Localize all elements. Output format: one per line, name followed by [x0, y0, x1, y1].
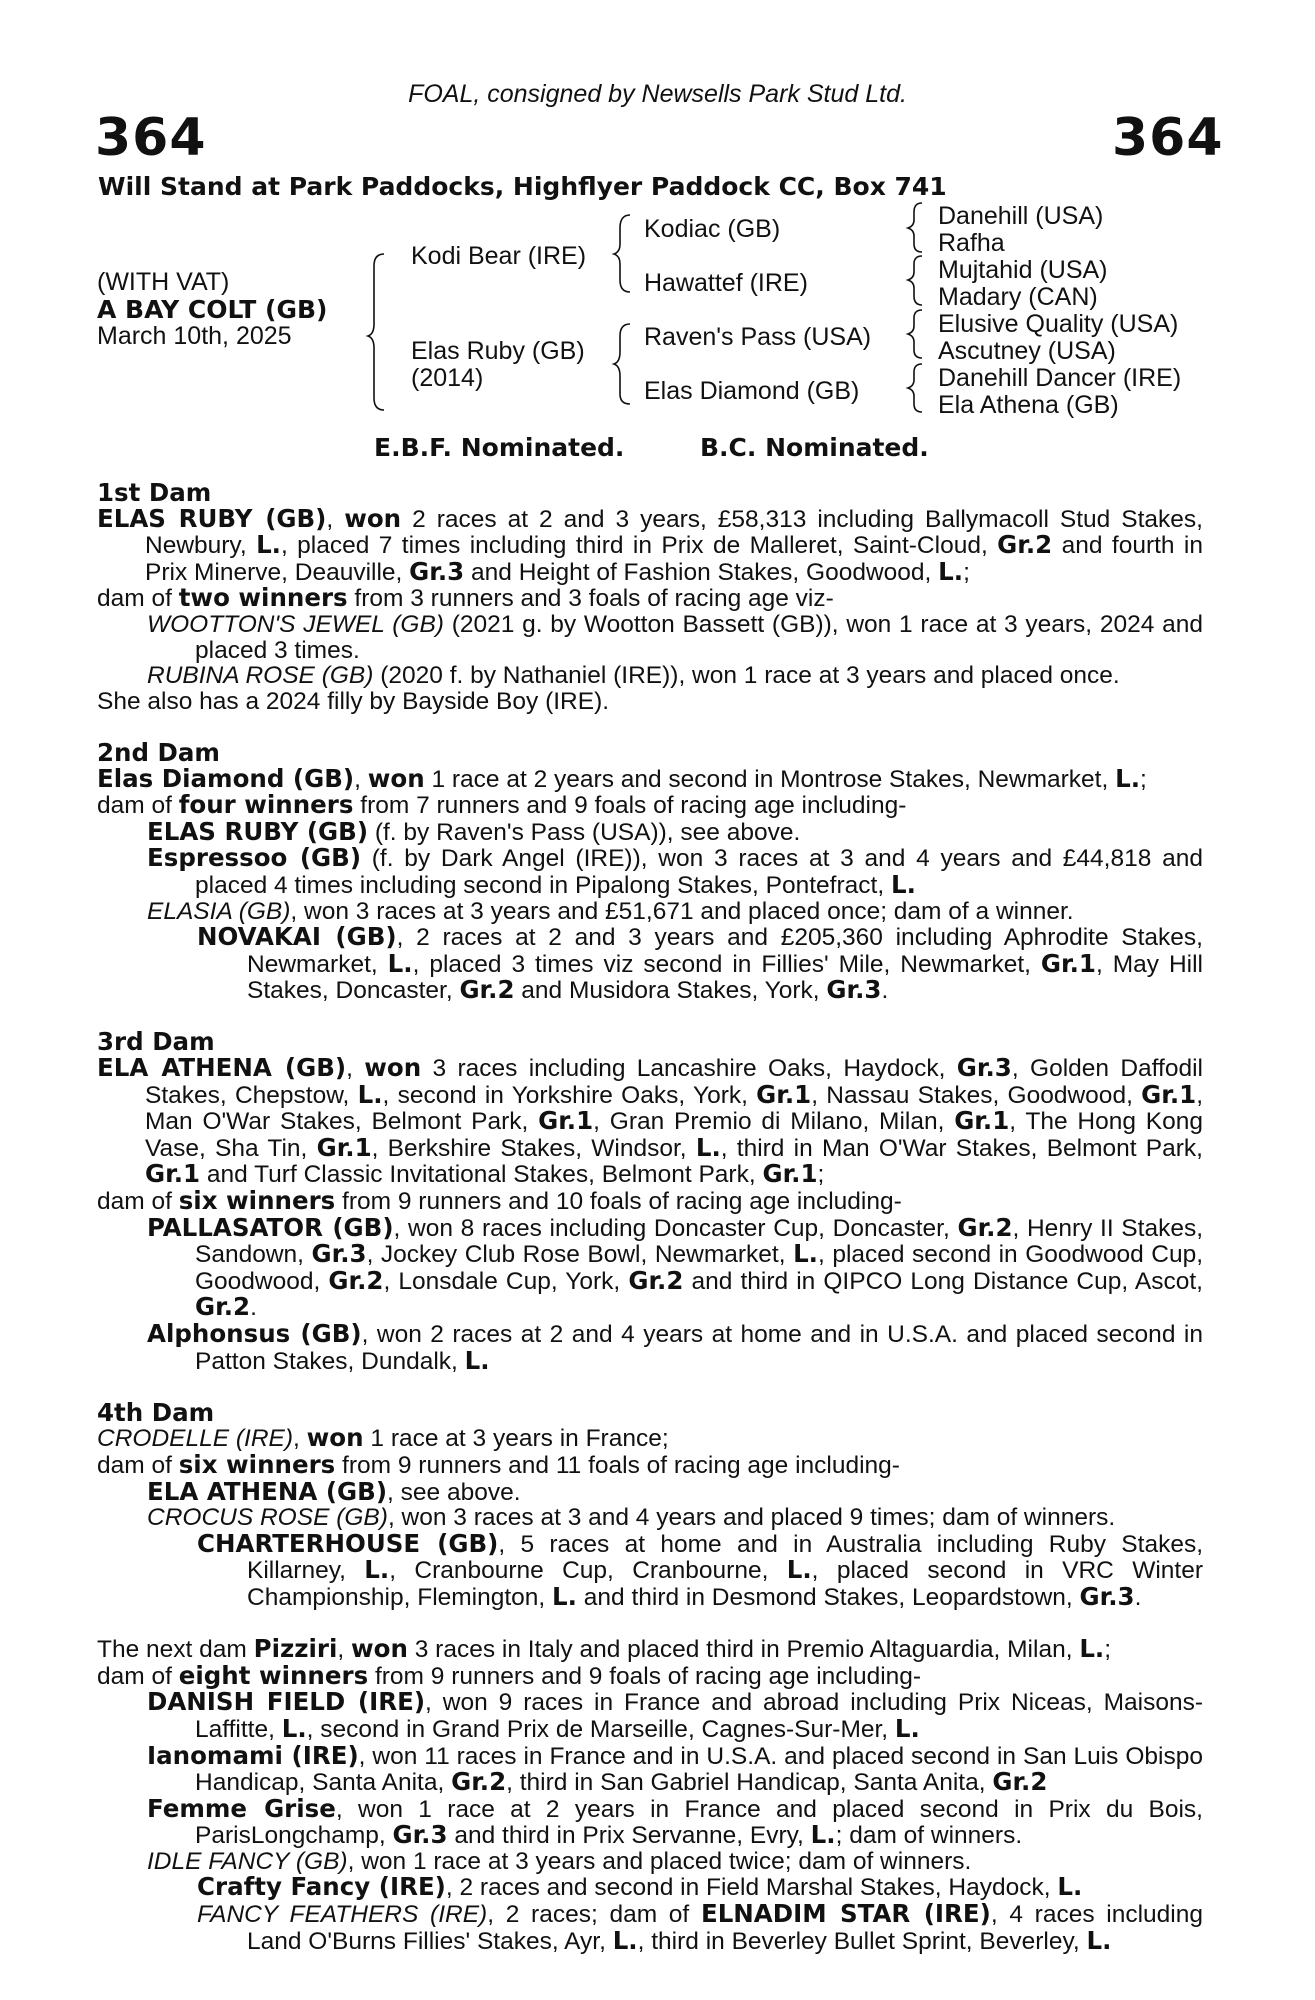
dam-section [97, 1029, 1203, 1374]
pedigree-entry: Crafty Fancy (IRE), 2 races and second in Field Marshal Stakes, Haydock, L. [197, 1872, 1083, 1902]
section-heading: 1st Dam [97, 478, 212, 507]
vat-note: (WITH VAT) [97, 268, 230, 296]
dam: Elas Ruby (GB) [411, 337, 585, 365]
ebf-nomination: E.B.F. Nominated. [374, 433, 625, 462]
pedigree-entry: Femme Grise, won 1 race at 2 years in France and placed second in Prix du Bois, ParisLongchamp, Gr.3 and third in Prix Servanne, Evry, L.; dam of winners. [147, 1793, 1203, 1850]
dam-foaled-year: (2014) [411, 364, 484, 392]
section-heading: 2nd Dam [97, 737, 220, 767]
lot-number-right: 364 [1112, 108, 1224, 168]
pedigree-entry: ELAS RUBY (GB), won 2 races at 2 and 3 years, £58,313 including Ballymacoll Stud Stakes, Newbury, L., placed 7 times including third in Prix de Malleret, Saint-Cloud, Gr.2 and fourth in Prix Minerve, Deauville, Gr.3 and Height of Fashion Stakes, Goodwood, L.; [97, 503, 1204, 586]
pedigree-entry: ELA ATHENA (GB), see above. [147, 1476, 521, 1506]
pedigree-entry: Espressoo (GB) (f. by Dark Angel (IRE)), won 3 races at 3 and 4 years and £44,818 and placed 4 times including second in Pipalong Stakes, Pontefract, L. [147, 843, 1203, 899]
pedigree-entry: Ianomami (IRE), won 11 races in France and in U.S.A. and placed second in San Luis Obispo Handicap, Santa Anita, Gr.2, third in San Gabriel Handicap, Santa Anita, Gr.2 [147, 1740, 1203, 1797]
pedigree-entry: Alphonsus (GB), won 2 races at 2 and 4 years at home and in U.S.A. and placed second in Patton Stakes, Dundalk, L. [147, 1319, 1203, 1375]
pedigree-entry: CROCUS ROSE (GB), won 3 races at 3 and 4 years and placed 9 times; dam of winners. [147, 1504, 1116, 1532]
dam-section [97, 737, 1203, 1005]
lot-number-left: 364 [95, 108, 207, 168]
pedigree-entry: Elas Diamond (GB), won 1 race at 2 years and second in Montrose Stakes, Newmarket, L.; [97, 763, 1147, 793]
ancestor-7: Danehill Dancer (IRE) [938, 364, 1182, 392]
dam-section [97, 1636, 1203, 1954]
ancestor-6: Ascutney (USA) [938, 337, 1116, 365]
foaling-date: March 10th, 2025 [97, 322, 292, 350]
pedigree-entry: dam of eight winners from 9 runners and 9 foals of racing age including- [97, 1660, 922, 1690]
pedigree-entry: IDLE FANCY (GB), won 1 race at 3 years and placed twice; dam of winners. [147, 1847, 972, 1875]
ancestor-4: Madary (CAN) [938, 283, 1098, 311]
pedigree-entry: RUBINA ROSE (GB) (2020 f. by Nathaniel (IRE)), won 1 race at 3 years and placed once. [147, 662, 1120, 690]
pedigree-entry: PALLASATOR (GB), won 8 races including Doncaster Cup, Doncaster, Gr.2, Henry II Stakes, Sandown, Gr.3, Jockey Club Rose Bowl, Newmarket, L., placed second in Goodwood Cup, Goodwood, Gr.2, Lonsdale Cup, York, Gr.2 and third in QIPCO Long Distance Cup, Ascot, Gr.2. [147, 1212, 1204, 1322]
pedigree-entry: She also has a 2024 filly by Bayside Boy (IRE). [97, 687, 610, 715]
dam-dam: Elas Diamond (GB) [644, 377, 860, 405]
dam-section [97, 480, 1203, 714]
ancestor-2: Rafha [938, 229, 1005, 257]
sire-dam: Hawattef (IRE) [644, 269, 808, 297]
dam-sire: Raven's Pass (USA) [644, 323, 872, 351]
pedigree-entry: The next dam Pizziri, won 3 races in Italy and placed third in Premio Altaguardia, Milan, L.; [97, 1634, 1112, 1664]
dam-section [97, 1397, 1203, 1611]
pedigree-entry: DANISH FIELD (IRE), won 9 races in France and abroad including Prix Niceas, Maisons-Laffitte, L., second in Grand Prix de Marseille, Cagnes-Sur-Mer, L. [147, 1687, 1203, 1743]
pedigree-entry: CRODELLE (IRE), won 1 race at 3 years in France; [97, 1423, 669, 1453]
pedigree-entry: WOOTTON'S JEWEL (GB) (2021 g. by Wootton Bassett (GB)), won 1 race at 3 years, 2024 and placed 3 times. [147, 610, 1203, 664]
bc-nomination: B.C. Nominated. [700, 433, 929, 462]
pedigree-entry: dam of six winners from 9 runners and 11 foals of racing age including- [97, 1449, 900, 1479]
family-details [97, 480, 1203, 1980]
sire-sire: Kodiac (GB) [644, 215, 781, 243]
pedigree-entry: NOVAKAI (GB), 2 races at 2 and 3 years and £205,360 including Aphrodite Stakes, Newmarket, L., placed 3 times viz second in Fillies' Mile, Newmarket, Gr.1, May Hill Stakes, Doncaster, Gr.2 and Musidora Stakes, York, Gr.3. [197, 922, 1203, 1005]
ancestor-5: Elusive Quality (USA) [938, 310, 1179, 338]
lot-title: A BAY COLT (GB) [97, 295, 328, 324]
pedigree-entry: dam of four winners from 7 runners and 9 foals of racing age including- [97, 790, 907, 820]
sire: Kodi Bear (IRE) [411, 242, 587, 270]
pedigree-entry: dam of six winners from 9 runners and 10 foals of racing age including- [97, 1186, 902, 1216]
pedigree-entry: ELASIA (GB), won 3 races at 3 years and £51,671 and placed once; dam of a winner. [147, 897, 1074, 925]
stabling-line: Will Stand at Park Paddocks, Highflyer Paddock CC, Box 741 [98, 172, 947, 201]
pedigree-entry: dam of two winners from 3 runners and 3 foals of racing age viz- [97, 583, 834, 613]
section-heading: 4th Dam [97, 1397, 215, 1427]
consignor-line: FOAL, consigned by Newsells Park Stud Ltd. [408, 80, 907, 108]
pedigree-entry: CHARTERHOUSE (GB), 5 races at home and in Australia including Ruby Stakes, Killarney, L., Cranbourne Cup, Cranbourne, L., placed second in VRC Winter Championship, Flemington, L. and third in Desmond Stakes, Leopardstown, Gr.3. [197, 1528, 1203, 1611]
pedigree-entry: ELAS RUBY (GB) (f. by Raven's Pass (USA)), see above. [147, 816, 801, 846]
section-heading: 3rd Dam [97, 1027, 215, 1057]
pedigree-entry: ELA ATHENA (GB), won 3 races including Lancashire Oaks, Haydock, Gr.3, Golden Daffodil Stakes, Chepstow, L., second in Yorkshire Oaks, York, Gr.1, Nassau Stakes, Goodwood, Gr.1, Man O'War Stakes, Belmont Park, Gr.1, Gran Premio di Milano, Milan, Gr.1, The Hong Kong Vase, Sha Tin, Gr.1, Berkshire Stakes, Windsor, L., third in Man O'War Stakes, Belmont Park, Gr.1 and Turf Classic Invitational Stakes, Belmont Park, Gr.1; [97, 1053, 1203, 1189]
ancestor-1: Danehill (USA) [938, 202, 1104, 230]
pedigree-entry: FANCY FEATHERS (IRE), 2 races; dam of ELNADIM STAR (IRE), 4 races including Land O'Burns Fillies' Stakes, Ayr, L., third in Beverley Bullet Sprint, Beverley, L. [197, 1899, 1203, 1955]
ancestor-3: Mujtahid (USA) [938, 256, 1108, 284]
ancestor-8: Ela Athena (GB) [938, 391, 1119, 419]
